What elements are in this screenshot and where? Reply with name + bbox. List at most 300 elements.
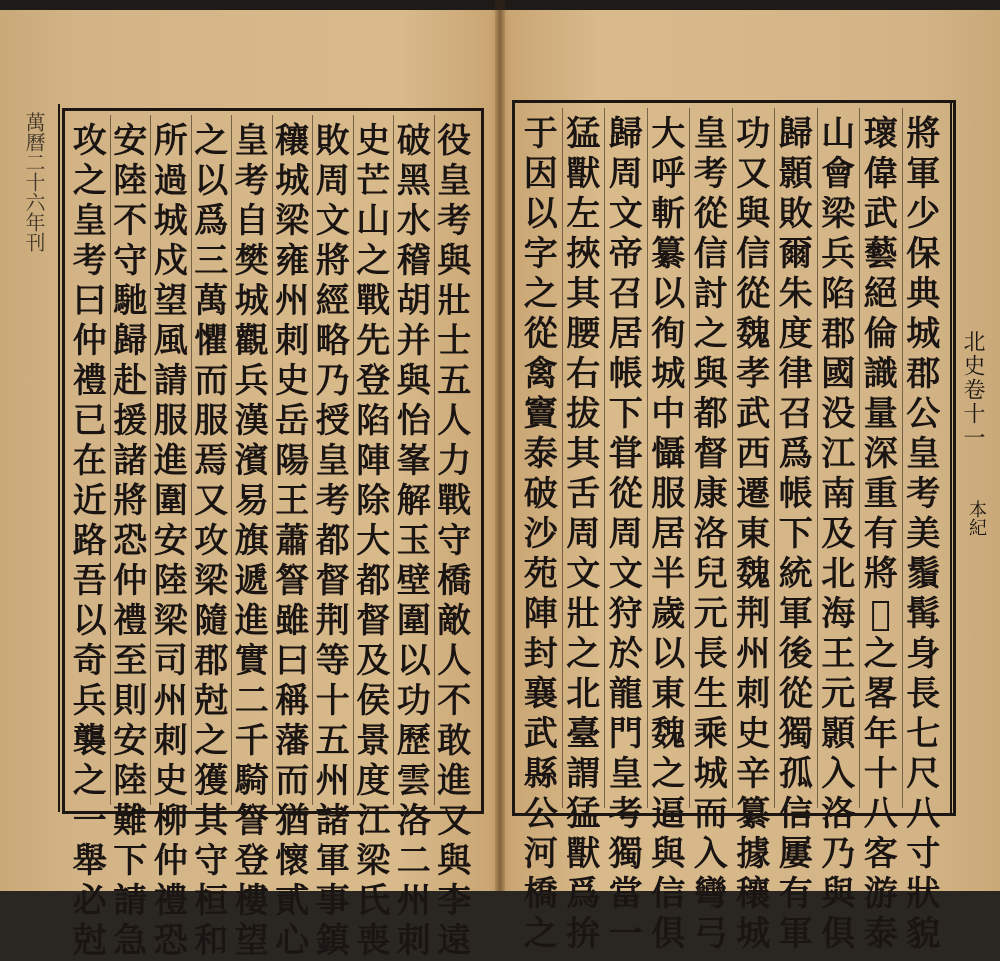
text-character: 考 [437, 201, 472, 241]
left_page-column [110, 115, 151, 961]
text-character: 曰 [72, 281, 107, 321]
text-character: 史 [153, 761, 188, 801]
text-character: 詧 [234, 801, 269, 841]
text-character: 七 [906, 714, 941, 754]
text-character: 於 [608, 634, 643, 674]
text-character: 度 [356, 761, 391, 801]
text-character: 考 [315, 481, 350, 521]
text-character: 帝 [608, 234, 643, 274]
text-character: 之 [194, 721, 229, 761]
text-character: 州 [396, 881, 431, 921]
text-character: 軍 [778, 914, 813, 954]
text-character: 城 [693, 754, 728, 794]
text-character: 城 [736, 914, 771, 954]
text-character: 李 [437, 881, 472, 921]
text-character: 懾 [651, 434, 686, 474]
text-character: 大 [651, 114, 686, 154]
text-character: 蕭 [275, 521, 310, 561]
text-character: 都 [693, 394, 728, 434]
text-character: 考 [234, 161, 269, 201]
text-character: 因 [523, 154, 558, 194]
text-character: 史 [356, 121, 391, 161]
text-character: 召 [608, 274, 643, 314]
text-character: 之 [72, 761, 107, 801]
text-character: 十 [863, 754, 898, 794]
text-character: 以 [396, 641, 431, 681]
left_page-column [191, 115, 232, 961]
text-character: 居 [651, 514, 686, 554]
text-character: 入 [693, 834, 728, 874]
text-character: 封 [523, 634, 558, 674]
text-character: 皇 [906, 434, 941, 474]
text-character: 襲 [72, 721, 107, 761]
text-character: 督 [315, 561, 350, 601]
text-character: 河 [523, 834, 558, 874]
left_page-column [353, 115, 394, 961]
text-character: 心 [275, 921, 310, 961]
left_page-column [70, 115, 110, 961]
text-character: 荆 [315, 601, 350, 641]
text-character: 戍 [153, 241, 188, 281]
text-character: 縣 [523, 754, 558, 794]
text-character: 州 [275, 281, 310, 321]
text-character: 懷 [275, 841, 310, 881]
text-character: 及 [821, 514, 856, 554]
text-character: 千 [234, 721, 269, 761]
text-character: 芒 [356, 161, 391, 201]
text-character: 公 [906, 394, 941, 434]
text-character: 公 [523, 794, 558, 834]
text-character: 守 [113, 241, 148, 281]
text-character: 没 [821, 394, 856, 434]
text-character: 其 [194, 801, 229, 841]
text-character: 旗 [234, 521, 269, 561]
text-character: 元 [821, 674, 856, 714]
text-character: 有 [778, 874, 813, 914]
text-character: 路 [72, 521, 107, 561]
text-character: 獸 [566, 834, 601, 874]
text-character: 懼 [194, 321, 229, 361]
text-character: 以 [523, 194, 558, 234]
text-character: 兒 [693, 554, 728, 594]
text-character: 梁 [194, 561, 229, 601]
text-character: 朱 [778, 274, 813, 314]
text-character: 圍 [396, 601, 431, 641]
text-character: 至 [113, 641, 148, 681]
text-character: 帳 [608, 354, 643, 394]
text-character: 少 [906, 194, 941, 234]
text-character: 乃 [315, 361, 350, 401]
text-character: 服 [651, 474, 686, 514]
text-character: 諸 [113, 441, 148, 481]
text-character: 信 [651, 874, 686, 914]
text-character: 洛 [693, 514, 728, 554]
text-character: 又 [194, 481, 229, 521]
text-character: 將 [315, 241, 350, 281]
text-character: 統 [778, 554, 813, 594]
text-character: 解 [396, 481, 431, 521]
text-character: 有 [863, 514, 898, 554]
text-character: 爾 [778, 234, 813, 274]
text-character: 隨 [194, 601, 229, 641]
text-character: 城 [906, 314, 941, 354]
text-character: 魏 [736, 314, 771, 354]
text-character: 從 [523, 314, 558, 354]
text-character: 乃 [821, 834, 856, 874]
text-character: 從 [608, 474, 643, 514]
text-character: 觀 [234, 321, 269, 361]
left_page-column [434, 115, 475, 961]
text-character: 二 [234, 681, 269, 721]
text-character: 俱 [651, 914, 686, 954]
text-character: 舉 [72, 841, 107, 881]
text-character: 文 [608, 554, 643, 594]
text-character: 梁 [153, 601, 188, 641]
text-character: 五 [437, 361, 472, 401]
text-character: 怡 [396, 401, 431, 441]
text-character: 左 [566, 194, 601, 234]
text-character: 山 [821, 114, 856, 154]
text-character: 信 [778, 794, 813, 834]
text-character: 元 [693, 594, 728, 634]
text-character: 辛 [736, 754, 771, 794]
text-character: 北 [566, 674, 601, 714]
text-character: 之 [651, 754, 686, 794]
text-character: 弓 [693, 914, 728, 954]
text-character: 禮 [113, 601, 148, 641]
text-character: 瓌 [863, 114, 898, 154]
text-character: 陣 [356, 441, 391, 481]
text-character: 右 [566, 354, 601, 394]
text-character: 焉 [194, 441, 229, 481]
book-fold [495, 0, 505, 891]
text-character: 從 [778, 674, 813, 714]
text-character: 樓 [234, 881, 269, 921]
text-character: 已 [72, 401, 107, 441]
right_page-column [732, 108, 775, 954]
text-character: 當 [608, 874, 643, 914]
text-character: 信 [736, 234, 771, 274]
text-character: 督 [693, 434, 728, 474]
text-character: 吾 [72, 561, 107, 601]
text-character: 從 [693, 194, 728, 234]
text-character: 陷 [356, 401, 391, 441]
text-character: 之 [72, 161, 107, 201]
text-character: 皇 [234, 121, 269, 161]
text-character: 軍 [906, 154, 941, 194]
text-character: 自 [234, 201, 269, 241]
text-character: 兵 [72, 681, 107, 721]
text-character: 漢 [234, 401, 269, 441]
text-character: 登 [356, 361, 391, 401]
text-character: 進 [437, 761, 472, 801]
text-character: 海 [821, 594, 856, 634]
edition-label: 萬曆二十六年刊 [22, 112, 46, 252]
text-character: 攻 [72, 121, 107, 161]
text-character: 據 [736, 834, 771, 874]
right_page-column [647, 108, 690, 954]
text-character: 史 [275, 361, 310, 401]
text-character: 力 [437, 441, 472, 481]
text-character: 之 [194, 121, 229, 161]
text-character: 藝 [863, 234, 898, 274]
text-character: 兵 [821, 234, 856, 274]
text-character: 畧 [863, 674, 898, 714]
text-character: 城 [651, 354, 686, 394]
text-character: 城 [234, 281, 269, 321]
text-character: 進 [234, 601, 269, 641]
text-character: 禮 [153, 881, 188, 921]
text-character: 萬 [194, 281, 229, 321]
text-character: 刺 [736, 674, 771, 714]
text-character: 南 [821, 474, 856, 514]
text-character: 斬 [651, 194, 686, 234]
text-character: 之 [693, 314, 728, 354]
text-character: 從 [736, 274, 771, 314]
text-character: 必 [72, 881, 107, 921]
text-character: 以 [194, 161, 229, 201]
text-character: 爲 [194, 201, 229, 241]
text-character: 纂 [651, 234, 686, 274]
text-character: 之 [566, 634, 601, 674]
text-character: 功 [396, 681, 431, 721]
text-character: 泰 [523, 434, 558, 474]
text-character: 獸 [566, 154, 601, 194]
text-character: 西 [736, 434, 771, 474]
text-character: 歸 [778, 114, 813, 154]
text-character: 生 [693, 674, 728, 714]
text-character: 安 [113, 721, 148, 761]
text-character: 其 [566, 434, 601, 474]
text-character: 襄 [523, 674, 558, 714]
margin-sub: 本紀 [966, 500, 987, 536]
text-character: 尅 [72, 921, 107, 961]
text-character: 皇 [72, 201, 107, 241]
text-character: 事 [315, 881, 350, 921]
text-character: 二 [396, 841, 431, 881]
text-character: 城 [275, 161, 310, 201]
text-character: 俱 [821, 914, 856, 954]
text-character: 彎 [693, 874, 728, 914]
text-character: 橋 [437, 561, 472, 601]
text-character: 年 [863, 714, 898, 754]
text-character: 氏 [356, 881, 391, 921]
text-character: 獨 [608, 834, 643, 874]
text-character: 王 [821, 634, 856, 674]
text-character: 其 [566, 274, 601, 314]
text-character: 𠅏 [870, 594, 891, 634]
text-character: 周 [608, 514, 643, 554]
text-character: 玉 [396, 521, 431, 561]
text-character: 屢 [778, 834, 813, 874]
text-character: 雲 [396, 761, 431, 801]
text-character: 馳 [113, 281, 148, 321]
text-character: 赴 [113, 361, 148, 401]
text-character: 考 [906, 474, 941, 514]
text-character: 信 [693, 234, 728, 274]
text-character: 仲 [113, 561, 148, 601]
text-character: 難 [113, 801, 148, 841]
text-character: 爲 [566, 874, 601, 914]
text-character: 刺 [153, 721, 188, 761]
text-character: 孤 [778, 754, 813, 794]
text-character: 峯 [396, 441, 431, 481]
text-character: 髯 [906, 594, 941, 634]
text-character: 雍 [275, 241, 310, 281]
text-character: 不 [113, 201, 148, 241]
text-character: 將 [113, 481, 148, 521]
text-character: 泰 [863, 914, 898, 954]
text-character: 諸 [315, 801, 350, 841]
text-character: 督 [356, 601, 391, 641]
text-character: 三 [194, 241, 229, 281]
text-character: 過 [153, 161, 188, 201]
text-character: 八 [863, 794, 898, 834]
text-character: 周 [608, 154, 643, 194]
text-character: 等 [315, 641, 350, 681]
text-character: 樊 [234, 241, 269, 281]
text-character: 舌 [566, 474, 601, 514]
text-character: 討 [693, 274, 728, 314]
text-character: 拔 [566, 394, 601, 434]
text-character: 濱 [234, 441, 269, 481]
text-character: 恐 [113, 521, 148, 561]
text-character: 喪 [356, 921, 391, 961]
text-character: 桓 [194, 881, 229, 921]
text-character: 重 [863, 474, 898, 514]
text-character: 與 [396, 361, 431, 401]
text-character: 略 [315, 321, 350, 361]
text-character: 與 [437, 841, 472, 881]
right_page-column [774, 108, 817, 954]
text-character: 五 [315, 721, 350, 761]
text-character: 之 [356, 241, 391, 281]
text-character: 東 [651, 674, 686, 714]
text-character: 胡 [396, 281, 431, 321]
text-character: 保 [906, 234, 941, 274]
text-character: 美 [906, 514, 941, 554]
text-character: 敢 [437, 721, 472, 761]
text-character: 猛 [566, 794, 601, 834]
text-character: 和 [194, 921, 229, 961]
text-character: 之 [523, 274, 558, 314]
text-character: 穰 [275, 121, 310, 161]
text-character: 甞 [608, 434, 643, 474]
text-character: 敵 [437, 601, 472, 641]
right_page-column [604, 108, 647, 954]
text-character: 遷 [736, 474, 771, 514]
text-character: 苑 [523, 554, 558, 594]
text-character: 與 [437, 241, 472, 281]
text-character: 軍 [778, 594, 813, 634]
text-character: 腰 [566, 314, 601, 354]
text-character: 州 [315, 761, 350, 801]
text-character: 圍 [153, 481, 188, 521]
text-character: 皇 [693, 114, 728, 154]
text-character: 狀 [906, 874, 941, 914]
text-character: 詧 [275, 561, 310, 601]
text-character: 安 [153, 521, 188, 561]
text-character: 都 [356, 561, 391, 601]
text-character: 恐 [153, 921, 188, 961]
text-character: 魏 [736, 554, 771, 594]
text-character: 身 [906, 634, 941, 674]
text-character: 沙 [523, 514, 558, 554]
text-character: 陸 [113, 761, 148, 801]
text-character: 與 [693, 354, 728, 394]
text-character: 東 [736, 514, 771, 554]
text-character: 援 [113, 401, 148, 441]
text-character: 大 [356, 521, 391, 561]
text-character: 郡 [821, 314, 856, 354]
text-character: 敗 [315, 121, 350, 161]
text-character: 又 [736, 154, 771, 194]
text-character: 刺 [275, 321, 310, 361]
text-character: 仲 [72, 321, 107, 361]
left_page-column [272, 115, 313, 961]
text-character: 守 [194, 841, 229, 881]
text-character: 與 [736, 194, 771, 234]
text-character: 律 [778, 354, 813, 394]
text-character: 門 [608, 714, 643, 754]
left_page-column [312, 115, 353, 961]
text-character: 狩 [608, 594, 643, 634]
right_page-column [520, 108, 562, 954]
text-character: 藩 [275, 721, 310, 761]
text-character: 攻 [194, 521, 229, 561]
text-character: 與 [821, 874, 856, 914]
text-character: 望 [153, 281, 188, 321]
text-character: 江 [821, 434, 856, 474]
text-character: 急 [113, 921, 148, 961]
text-character: 游 [863, 874, 898, 914]
text-character: 遠 [437, 921, 472, 961]
text-character: 北 [821, 554, 856, 594]
text-character: 荆 [736, 594, 771, 634]
text-character: 挾 [566, 234, 601, 274]
text-character: 而 [275, 761, 310, 801]
text-character: 考 [608, 794, 643, 834]
text-character: 文 [608, 194, 643, 234]
text-character: 梁 [821, 194, 856, 234]
text-character: 帳 [778, 474, 813, 514]
text-character: 侯 [356, 681, 391, 721]
text-character: 貌 [906, 914, 941, 954]
text-character: 近 [72, 481, 107, 521]
text-character: 絕 [863, 274, 898, 314]
text-character: 雖 [275, 601, 310, 641]
text-character: 人 [437, 401, 472, 441]
text-character: 半 [651, 554, 686, 594]
text-character: 纂 [736, 794, 771, 834]
text-character: 仲 [153, 841, 188, 881]
text-character: 禮 [72, 361, 107, 401]
text-character: 橋 [523, 874, 558, 914]
text-character: 長 [693, 634, 728, 674]
text-character: 經 [315, 281, 350, 321]
text-character: 武 [863, 194, 898, 234]
text-character: 破 [523, 474, 558, 514]
text-character: 禽 [523, 354, 558, 394]
text-character: 士 [437, 321, 472, 361]
text-character: 武 [523, 714, 558, 754]
text-character: 康 [693, 474, 728, 514]
text-character: 梁 [356, 841, 391, 881]
text-character: 實 [234, 641, 269, 681]
text-character: 量 [863, 394, 898, 434]
right-outer-rule [950, 100, 952, 816]
text-character: 文 [566, 554, 601, 594]
